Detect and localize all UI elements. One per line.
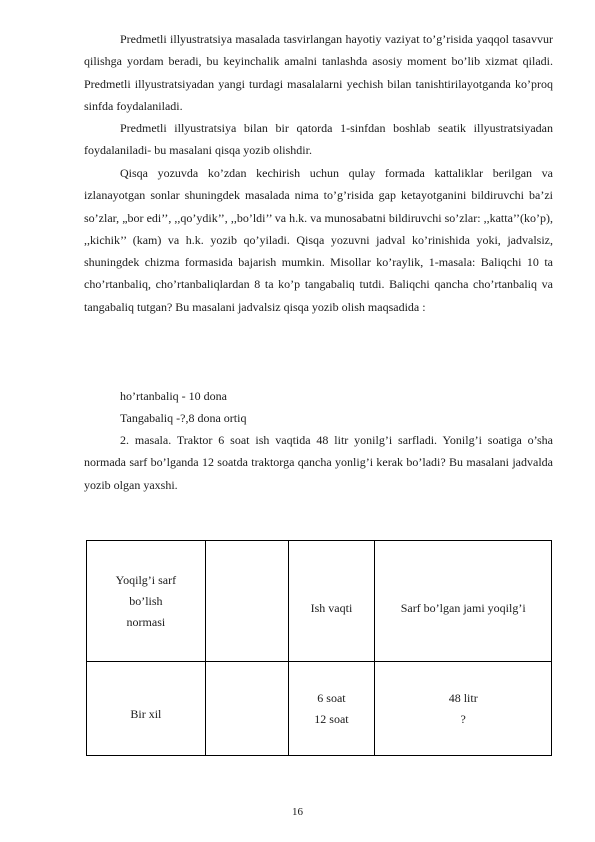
header-cell-norm: Yoqilg’i sarf bo’lish normasi — [87, 541, 206, 662]
table-row — [87, 662, 552, 756]
page-number: 16 — [292, 806, 303, 818]
short-note-line-1: ho’rtanbaliq - 10 dona — [120, 389, 227, 403]
short-note-line-2: Tangabaliq -?,8 dona ortiq — [120, 411, 247, 425]
row-cell-total-fuel: 48 litr ? — [375, 662, 552, 756]
row-cell-empty — [205, 662, 288, 756]
row-cell-norm: Bir xil — [87, 662, 206, 756]
paragraph-predmetli-illyustratsiya: Predmetli illyustratsiya masalada tasvirlangan hayotiy vaziyat to’g’risida yaqqol tasavvur qilishga yordam beradi, bu keyinchalik amalni tanlashda asosiy moment bo’lib xizmat qiladi. Predmetli illyustratsiyadan yangi turdagi masalalarni yechish bilan tanishtirilayotganda ko’proq sinfda foydalaniladi. — [84, 32, 553, 113]
header-cell-total-fuel: Sarf bo’lgan jami yoqilg’i — [375, 541, 552, 662]
row-cell-work-time: 6 soat 12 soat — [288, 662, 375, 756]
table-header-row — [87, 541, 552, 662]
paragraph-seatik-illyustratsiya: Predmetli illyustratsiya bilan bir qatorda 1-sinfdan boshlab seatik illyustratsiyadan foydalaniladi- bu masalani qisqa yozib olishdir. — [84, 121, 553, 158]
paragraph-qisqa-yozuv: Qisqa yozuvda ko’zdan kechirish uchun qulay formada kattaliklar berilgan va izlanayotgan sonlar shuningdek masalada nima to’g’risida gap ketayotganini bildiruvchi ba’zi so’zlar, „bor edi’’, ,,qo’ydik’’, ,,bo’ldi’’ va h.k. va munosabatni bildiruvchi so’zlar: ,,katta’’(ko’p), ,,kichik’’ (kam) va h.k. yozib qo’yiladi. Qisqa yozuvni jadval ko’rinishida yoki, jadvalsiz, shuningdek chizma formasida bajarish mumkin. Misollar ko’raylik, 1-masala: Baliqchi 10 ta cho’rtanbaliq, cho’rtanbaliqlardan 8 ta ko’p tangabaliq tutdi. Baliqchi qancha cho’rtanbaliq va tangabaliq tutgan? Bu masalani jadvalsiz qisqa yozib olish maqsadida : — [84, 166, 553, 314]
header-cell-empty — [205, 541, 288, 662]
fuel-table — [86, 540, 552, 756]
header-cell-work-time: Ish vaqti — [288, 541, 375, 662]
paragraph-masala-2: 2. masala. Traktor 6 soat ish vaqtida 48 litr yonilg’i sarfladi. Yonilg’i soatiga o’sha normada sarf bo’lganda 12 soatda traktorga qancha yonlig’i kerak bo’ladi? Bu masalani jadvalda yozib olgan yaxshi. — [84, 433, 553, 492]
